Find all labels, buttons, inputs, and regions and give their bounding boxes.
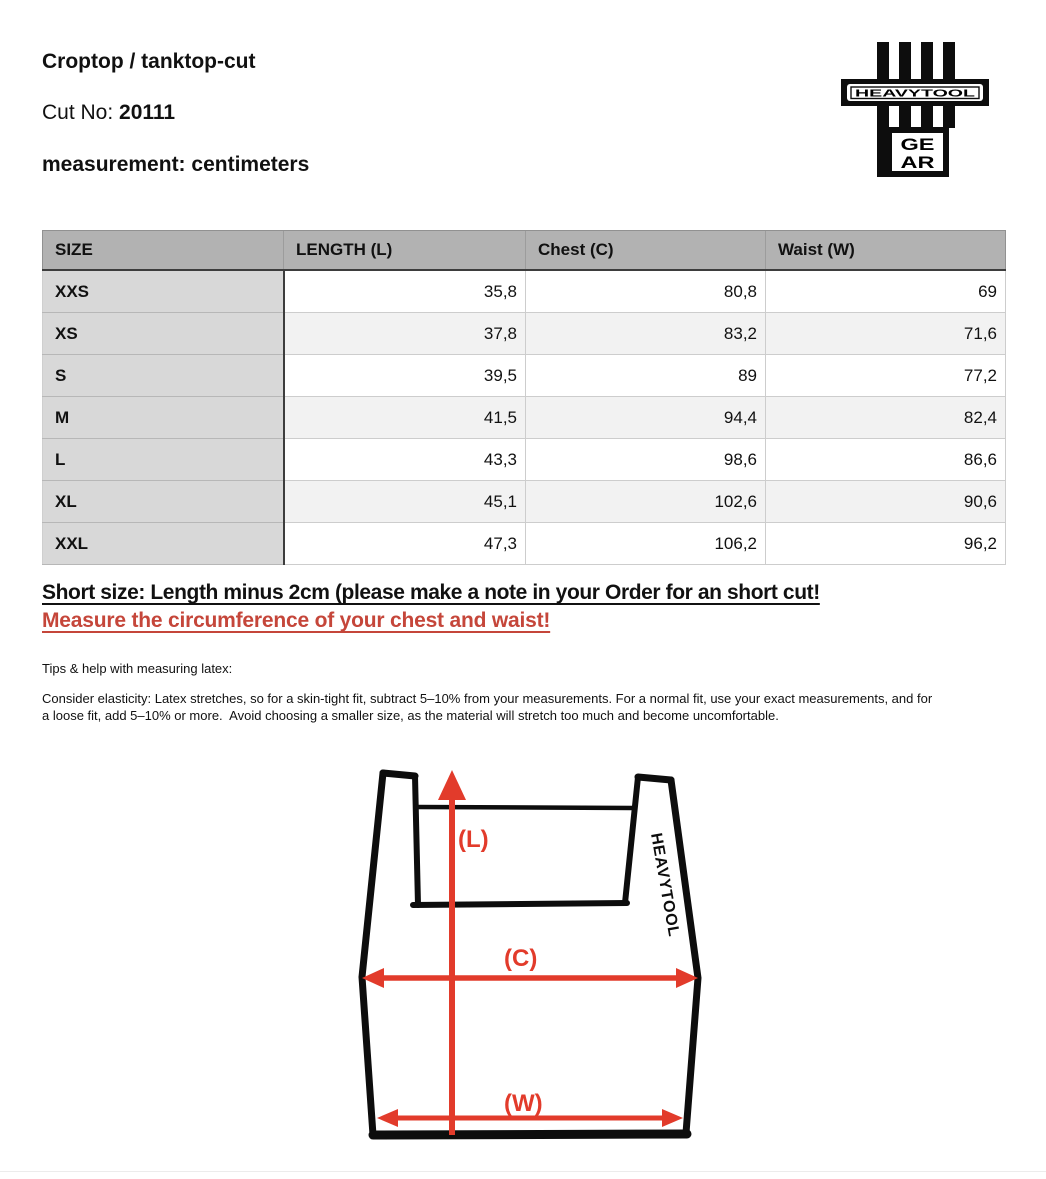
waist-cell: 90,6 — [766, 481, 1006, 523]
header-length: LENGTH (L) — [284, 231, 526, 271]
table-row — [43, 270, 1006, 313]
tips-body-line1: Consider elasticity: Latex stretches, so for a skin-tight fit, subtract 5–10% from your measurements. For a normal fit, use your exact measurements, and for — [42, 691, 933, 706]
length-cell: 39,5 — [284, 355, 526, 397]
header-size: SIZE — [43, 231, 284, 271]
length-arrow-label: (L) — [458, 826, 489, 853]
length-cell: 47,3 — [284, 523, 526, 565]
logo-gear-text-bottom: AR — [900, 153, 935, 172]
cut-number-line — [42, 101, 175, 125]
size-cell: L — [43, 439, 284, 481]
chest-cell: 89 — [526, 355, 766, 397]
table-row — [43, 523, 1006, 565]
chest-cell: 94,4 — [526, 397, 766, 439]
table-row — [43, 355, 1006, 397]
table-header-row — [43, 231, 1006, 271]
length-cell: 35,8 — [284, 270, 526, 313]
tips-heading: Tips & help with measuring latex: — [42, 661, 233, 676]
size-cell: M — [43, 397, 284, 439]
table-row — [43, 313, 1006, 355]
size-cell: XL — [43, 481, 284, 523]
logo-gear-text-top: GE — [900, 135, 935, 154]
logo-brand-text: HEAVYTOOL — [855, 88, 975, 100]
size-cell: XS — [43, 313, 284, 355]
waist-arrow-label: (W) — [504, 1090, 543, 1117]
chest-cell: 102,6 — [526, 481, 766, 523]
header-chest: Chest (C) — [526, 231, 766, 271]
header-waist: Waist (W) — [766, 231, 1006, 271]
length-cell: 41,5 — [284, 397, 526, 439]
croptop-measurement-diagram — [330, 748, 730, 1178]
waist-cell: 71,6 — [766, 313, 1006, 355]
chest-cell: 106,2 — [526, 523, 766, 565]
chest-cell: 83,2 — [526, 313, 766, 355]
size-cell: XXS — [43, 270, 284, 313]
tips-body — [42, 691, 1022, 724]
table-row — [43, 439, 1006, 481]
waist-cell: 86,6 — [766, 439, 1006, 481]
diagram-brand-text: HEAVYTOOL — [647, 831, 683, 939]
size-cell: XXL — [43, 523, 284, 565]
chest-cell: 98,6 — [526, 439, 766, 481]
short-size-note: Short size: Length minus 2cm (please make a note in your Order for an short cut! — [42, 581, 820, 604]
heavytool-gear-logo-icon — [836, 33, 1004, 181]
size-chart-table — [42, 230, 1006, 565]
waist-cell: 69 — [766, 270, 1006, 313]
measure-warning-note: Measure the circumference of your chest and waist! — [42, 609, 551, 632]
length-cell: 45,1 — [284, 481, 526, 523]
measurement-unit-line: measurement: centimeters — [42, 153, 310, 176]
cut-number-value: 20111 — [119, 101, 176, 124]
table-row — [43, 481, 1006, 523]
table-row — [43, 397, 1006, 439]
chest-cell: 80,8 — [526, 270, 766, 313]
size-cell: S — [43, 355, 284, 397]
page-title: Croptop / tanktop-cut — [42, 50, 256, 73]
waist-cell: 96,2 — [766, 523, 1006, 565]
chest-arrow-label: (C) — [504, 945, 538, 972]
page-bottom-divider — [0, 1171, 1046, 1172]
tips-body-line2: a loose fit, add 5–10% or more. Avoid choosing a smaller size, as the material will stretch too much and become uncomfortable. — [42, 707, 779, 723]
waist-cell: 82,4 — [766, 397, 1006, 439]
length-cell: 37,8 — [284, 313, 526, 355]
length-cell: 43,3 — [284, 439, 526, 481]
waist-cell: 77,2 — [766, 355, 1006, 397]
cut-number-label: Cut No: — [42, 101, 120, 124]
